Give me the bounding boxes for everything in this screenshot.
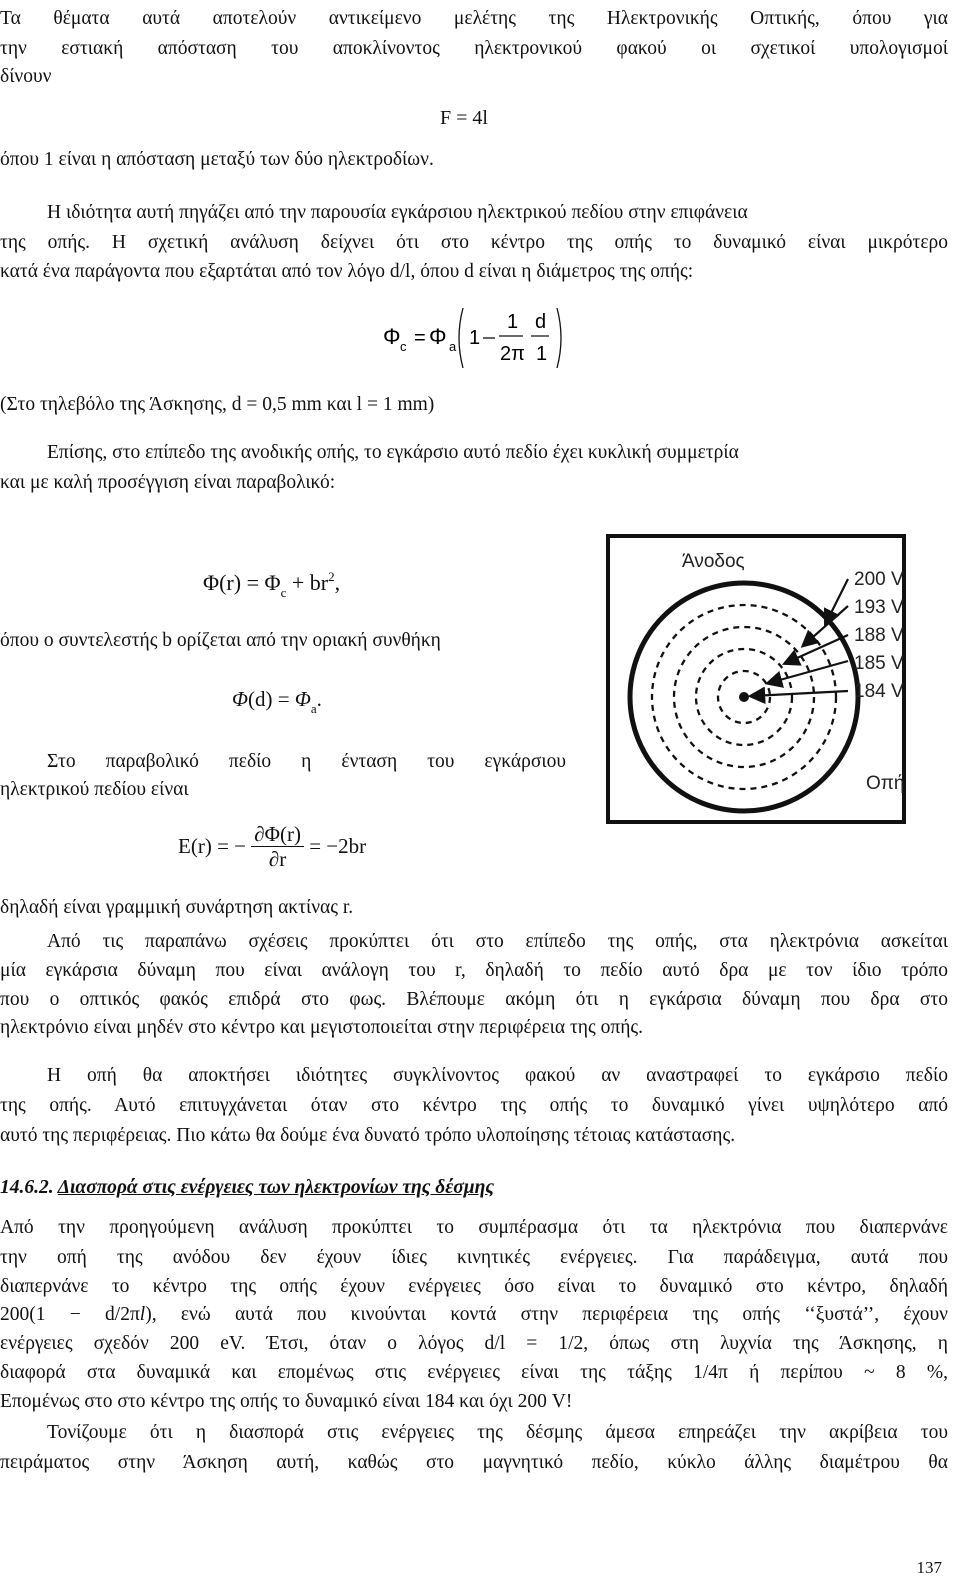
eq-den-2pi: 2π [500, 343, 525, 365]
left-paren [459, 308, 463, 368]
text-line: Στο παραβολικό πεδίο η ένταση του εγκάρσιου [47, 751, 566, 772]
eq-num-1: 1 [507, 311, 519, 333]
text-line: Από τις παραπάνω σχέσεις προκύπτει ότι στο επίπεδο της οπής, στα ηλεκτρόνια ασκείται [47, 931, 948, 952]
eq-num-d: d [535, 311, 547, 333]
eq-sup-2: 2 [328, 569, 335, 584]
text-line: ενέργειες σχεδόν 200 eV. Έτσι, όταν ο λόγος d/l = 1/2, όπως στη λυχνία της Άσκησης, η [0, 1333, 948, 1354]
text-line: πειράματος στην Άσκηση αυτή, καθώς στο μαγνητικό πεδίο, κύκλο άλλης διαμέτρου θα [0, 1452, 948, 1473]
eq-result: = −2br [309, 834, 367, 858]
text-line: κατά ένα παράγοντα που εξαρτάται από τον λόγο d/l, όπου d είναι η διάμετρος της οπής: [0, 261, 694, 282]
anode-diagram [604, 533, 944, 825]
voltage-label-193: 193 V [854, 597, 904, 618]
text-line: Επίσης, στο επίπεδο της ανοδικής οπής, το εγκάρσιο αυτό πεδίο έχει κυκλική συμμετρία [47, 442, 739, 463]
parabolic-potential-equation [203, 569, 341, 600]
text-line: ηλεκτρόνιο είναι μηδέν στο κέντρο και μεγιστοποιείται στην περιφέρεια της οπής. [0, 1017, 643, 1038]
text-segment: l [139, 1304, 146, 1325]
eq-den-1: 1 [536, 343, 548, 365]
section-title: Διασπορά στις ενέργειες των ηλεκτρονίων της δέσμης [57, 1177, 495, 1198]
eq-den: ∂r [268, 847, 287, 871]
text-line: της οπής. Αυτό επιτυγχάνεται όταν στο κέντρο της οπής το δυναμικό γίνει υψηλότερο από [0, 1095, 948, 1116]
eq-plus-br: + br [291, 570, 329, 595]
eq-sub-a: a [449, 339, 457, 354]
eq-e-r: E(r) [178, 834, 212, 858]
eq-sub-c: c [280, 585, 287, 600]
eq-equals: = [246, 570, 259, 595]
text-line: Η οπή θα αποκτήσει ιδιότητες συγκλίνοντος φακού αν αναστραφεί το εγκάρσιο πεδίο [47, 1065, 948, 1086]
right-paren [557, 308, 561, 368]
text-line: την οπή της ανόδου δεν έχουν ίδιες κινητικές ενέργειες. Για παράδειγμα, αυτά που [0, 1247, 948, 1268]
eq-phi: Φ [264, 570, 281, 595]
hole-label: Οπή [866, 773, 905, 794]
text-line: όπου 1 είναι η απόσταση μεταξύ των δύο ηλεκτροδίων. [0, 149, 434, 170]
text-line: Επομένως στο στο κέντρο της οπής το δυναμικό είναι 184 και όχι 200 V! [0, 1391, 573, 1412]
text-segment: 200(1 − d/2π [0, 1304, 140, 1325]
hole-center [739, 692, 749, 702]
text-line: Η ιδιότητα αυτή πηγάζει από την παρουσία εγκάρσιου ηλεκτρικού πεδίου στην επιφάνεια [47, 202, 748, 223]
text-line [0, 1300, 948, 1330]
voltage-label-185: 185 V [854, 653, 904, 674]
text-line: της οπής. Η σχετική ανάλυση δείχνει ότι στο κέντρο της οπής το δυναμικό είναι μικρότερο [0, 232, 948, 253]
center-potential-svg [383, 302, 583, 374]
text-line: ηλεκτρικού πεδίου είναι [0, 779, 189, 800]
text-line: δηλαδή είναι γραμμική συνάρτηση ακτίνας r. [0, 897, 354, 918]
field-equation [178, 822, 366, 871]
section-heading [0, 1173, 494, 1203]
text-line: και με καλή προσέγγιση είναι παραβολικό: [0, 472, 336, 493]
text-line: την εστιακή απόσταση του αποκλίνοντος ηλεκτρονικού φακού οι σχετικοί υπολογισμοί [0, 38, 948, 59]
text-line: αυτό της περιφέρειας. Πιο κάτω θα δούμε ένα δυνατό τρόπο υλοποίησης τέτοιας κατάστασης. [0, 1125, 736, 1146]
eq-phi-r: Φ(r) [203, 570, 242, 595]
eq-phi-a: Φ [429, 324, 447, 349]
eq-phi-rhs: Φ [294, 687, 311, 711]
text-line: δίνουν [0, 66, 52, 87]
text-line: διαφορά στα δυναμικά και επομένως στις ενέργειες είναι της τάξης 1/4π ή περίπου ~ 8 %, [0, 1362, 948, 1383]
eq-dot: . [316, 687, 322, 711]
text-line: Τονίζουμε ότι η διασπορά στις ενέργειες της δέσμης άμεσα επηρεάζει την ακρίβεια του [47, 1422, 948, 1443]
eq-comma: , [334, 570, 341, 595]
eq-equals: = [217, 834, 229, 858]
boundary-condition-equation [232, 687, 322, 716]
page-number: 137 [916, 1558, 942, 1577]
text-line: μία εγκάρσια δύναμη που είναι ανάλογη του r, δηλαδή το πεδίο αυτό δρα με τον ίδιο τρόπο [0, 960, 948, 981]
eq-num: ∂Φ(r) [251, 822, 304, 847]
anode-figure [604, 533, 944, 830]
voltage-label-200: 200 V [854, 569, 904, 590]
eq-sub-c: c [400, 339, 407, 354]
eq-one: 1 [469, 327, 481, 349]
voltage-label-188: 188 V [854, 625, 904, 646]
eq-equals: = [414, 327, 426, 349]
eq-phi-c: Φ [383, 324, 401, 349]
text-line: διαπερνάνε το κέντρο της οπής έχουν ενέργειες όσο είναι το δυναμικό στο κέντρο, δηλαδή [0, 1276, 948, 1297]
text-line: Από την προηγούμενη ανάλυση προκύπτει το συμπέρασμα ότι τα ηλεκτρόνια που διαπερνάνε [0, 1217, 948, 1238]
anode-label: Άνοδος [682, 551, 745, 572]
eq-fraction [251, 822, 304, 871]
eq-phi: Φ [232, 687, 248, 711]
text-segment: ), ενώ αυτά που κινούνται κοντά στην περιφέρεια της οπής ‘‘ξυστά’’, έχουν [145, 1304, 948, 1325]
text-line: που ο οπτικός φακός επιδρά στο φως. Βλέπουμε ακόμη ότι η εγκάρσια δύναμη που δρα στο [0, 989, 948, 1010]
section-number: 14.6.2. [0, 1177, 54, 1198]
eq-sub-a: a [310, 701, 317, 716]
focal-length-equation: F = 4l [440, 107, 488, 129]
eq-arg: (d) = [248, 687, 290, 711]
center-potential-equation [383, 302, 583, 380]
voltage-label-184: 184 V [854, 681, 904, 702]
text-line: Τα θέματα αυτά αποτελούν αντικείμενο μελέτης της Ηλεκτρονικής Οπτικής, όπου για [0, 8, 948, 29]
text-line: (Στο τηλεβόλο της Άσκησης, d = 0,5 mm και l = 1 mm) [0, 394, 435, 415]
eq-minus: − [234, 834, 246, 858]
text-line: όπου ο συντελεστής b ορίζεται από την οριακή συνθήκη [0, 630, 441, 651]
